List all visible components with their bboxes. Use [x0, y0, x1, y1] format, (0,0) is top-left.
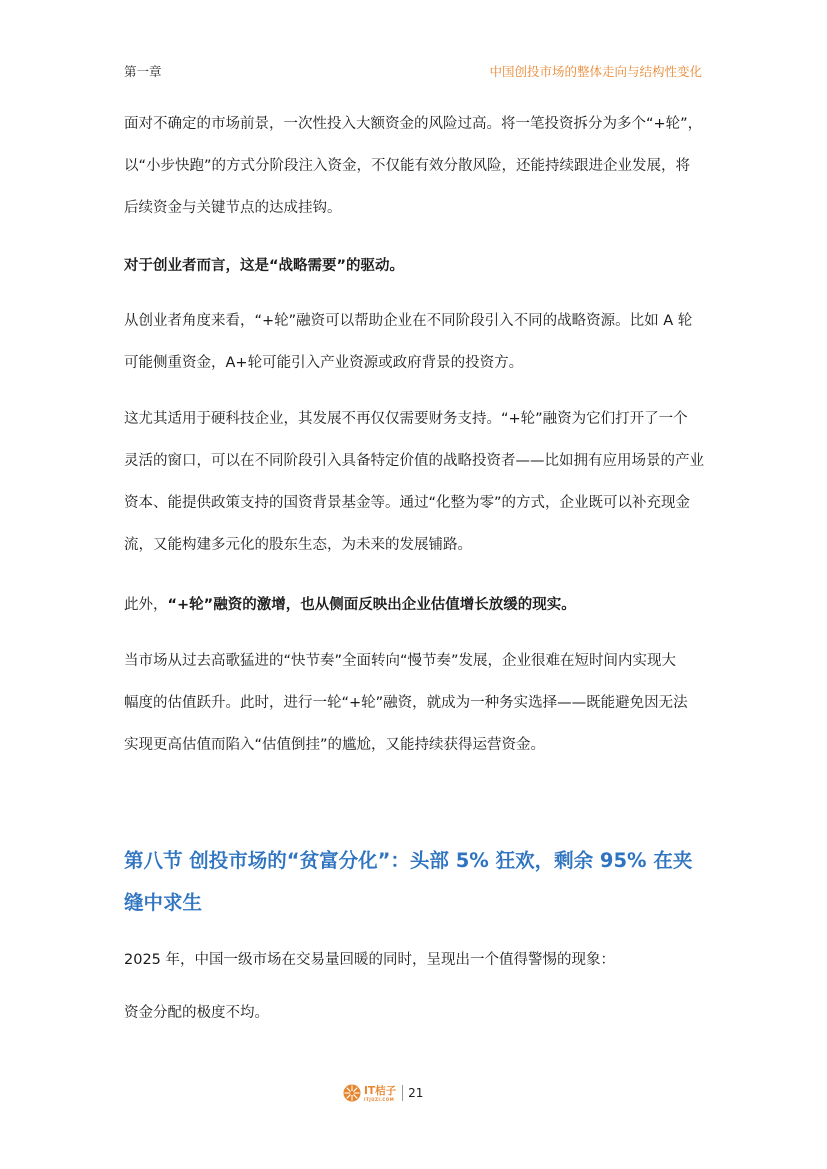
paragraph-line: 可能侧重资金，A+轮可能引入产业资源或政府背景的投资方。 — [124, 355, 524, 371]
page-footer — [343, 1082, 423, 1104]
paragraph-line: 流，又能构建多元化的股东生态，为未来的发展铺路。 — [124, 537, 472, 553]
section-heading-line: 第八节 创投市场的“贫富分化”：头部 5% 狂欢，剩余 95% 在夹 — [124, 849, 693, 872]
paragraph-3 — [124, 313, 702, 371]
paragraph-line: 这尤其适用于硬科技企业，其发展不再仅仅需要财务支持。“+轮”融资为它们打开了一个 — [124, 411, 688, 427]
paragraph-5 — [124, 597, 702, 613]
page-number: 21 — [408, 1086, 424, 1100]
paragraph-1 — [124, 116, 702, 216]
logo-domain: ITJUZI.COM — [364, 1096, 395, 1102]
paragraph-line: 实现更高估值而陷入“估值倒挂”的尴尬，又能持续获得运营资金。 — [124, 737, 546, 753]
orange-fruit-icon — [343, 1084, 361, 1102]
running-section-title: 中国创投市场的整体走向与结构性变化 — [489, 64, 702, 79]
paragraph-8 — [124, 1005, 702, 1021]
paragraph-2-emphasis — [124, 258, 702, 274]
logo-wordmark — [364, 1085, 396, 1102]
paragraph-line: 从创业者角度来看，“+轮”融资可以帮助企业在不同阶段引入不同的战略资源。比如 A 轮 — [124, 313, 693, 329]
chapter-label: 第一章 — [124, 64, 162, 79]
paragraph-line: 2025 年，中国一级市场在交易量回暖的同时，呈现出一个值得警惕的现象： — [124, 952, 616, 968]
paragraph-line: 面对不确定的市场前景，一次性投入大额资金的风险过高。将一笔投资拆分为多个“+轮”， — [124, 116, 703, 132]
footer-divider — [402, 1085, 403, 1101]
paragraph-line: 幅度的估值跃升。此时，进行一轮“+轮”融资，就成为一种务实选择——既能避免因无法 — [124, 695, 688, 711]
paragraph-line: 灵活的窗口，可以在不同阶段引入具备特定价值的战略投资者——比如拥有应用场景的产业 — [124, 453, 704, 469]
section-heading — [124, 850, 704, 914]
paragraph-4 — [124, 411, 702, 553]
paragraph-7 — [124, 952, 702, 968]
paragraph-line: 当市场从过去高歌猛进的“快节奏”全面转向“慢节奏”发展，企业很难在短时间内实现大 — [124, 653, 677, 669]
paragraph-6 — [124, 653, 702, 753]
section-heading-line: 缝中求生 — [124, 891, 203, 914]
paragraph-line: 资本、能提供政策支持的国资背景基金等。通过“化整为零”的方式，企业既可以补充现金 — [124, 495, 691, 511]
paragraph-line: 以“小步快跑”的方式分阶段注入资金，不仅能有效分散风险，还能持续跟进企业发展，将 — [124, 158, 691, 174]
paragraph-line: 对于创业者而言，这是“战略需要”的驱动。 — [124, 258, 405, 274]
paragraph-5-prefix: 此外， — [124, 597, 168, 613]
paragraph-line: 后续资金与关键节点的达成挂钩。 — [124, 200, 342, 216]
logo-name: IT桔子 — [364, 1084, 397, 1097]
paragraph-line: 资金分配的极度不均。 — [124, 1005, 269, 1021]
paragraph-5-emphasis: “+轮”融资的激增，也从侧面反映出企业估值增长放缓的现实。 — [167, 597, 576, 613]
paragraph-line — [124, 597, 702, 613]
